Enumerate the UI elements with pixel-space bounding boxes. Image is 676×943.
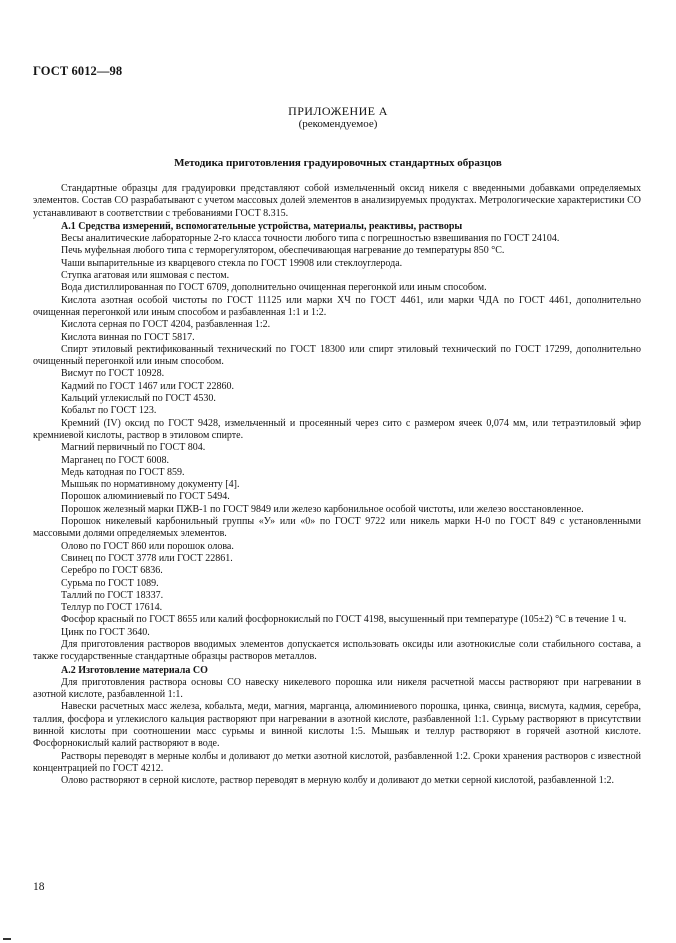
- paragraph: Кислота винная по ГОСТ 5817.: [61, 331, 195, 343]
- paragraph: Висмут по ГОСТ 10928.: [61, 368, 165, 380]
- body-text: [33, 183, 641, 788]
- paragraph: Вода дистиллированная по ГОСТ 6709, дополнительно очищенная перегонкой или иным способом.: [61, 282, 487, 294]
- paragraph: Мышьяк по нормативному документу [4].: [61, 479, 240, 491]
- paragraph: Навески расчетных масс железа, кобальта, меди, магния, марганца, алюминиевого порошка, цинка, свинца, висмута, кадмия, серебра, таллия, фосфора и углекислого кальция растворяют при нагревании в азотной кислоте, разбавленной 1:1. Сурьму растворяют в присутствии винной кислоты при соотношении масс сурьмы и винной кислоты 1:5. Мышьяк и теллур растворяют в горячей азотной кислоте. Фосфорнокислый калий растворяют в воде.: [33, 701, 641, 750]
- section-heading: А.2 Изготовление материала СО: [61, 664, 208, 676]
- corner-mark: [3, 938, 11, 940]
- paragraph: Кальций углекислый по ГОСТ 4530.: [61, 393, 216, 405]
- paragraph: Кислота азотная особой чистоты по ГОСТ 11125 или марки ХЧ по ГОСТ 4461, или марки ЧДА по ГОСТ 4461, дополнительно очищенная перегонкой или иным способом и разбавленная 1:1 и 1:2.: [33, 294, 641, 318]
- paragraph: Порошок алюминиевый по ГОСТ 5494.: [61, 491, 230, 503]
- paragraph: Для приготовления раствора основы СО навеску никелевого порошка или никеля расчетной массы растворяют при нагревании в азотной кислоте, разбавленной 1:1.: [33, 676, 641, 701]
- paragraph: Печь муфельная любого типа с терморегулятором, обеспечивающая нагревание до температуры 850 °С.: [61, 245, 505, 257]
- paragraph: Порошок никелевый карбонильный группы «У» или «0» по ГОСТ 9722 или никель марки Н-0 по ГОСТ 849 с установленными массовыми долями определяемых элементов.: [33, 516, 641, 540]
- paragraph: Магний первичный по ГОСТ 804.: [61, 442, 206, 454]
- paragraph: Марганец по ГОСТ 6008.: [61, 454, 170, 466]
- paragraph: Кобальт по ГОСТ 123.: [61, 405, 157, 417]
- method-title: Методика приготовления градуировочных стандартных образцов: [174, 157, 502, 169]
- paragraph: Кадмий по ГОСТ 1467 или ГОСТ 22860.: [61, 380, 234, 392]
- paragraph: Кислота серная по ГОСТ 4204, разбавленная 1:2.: [61, 319, 271, 331]
- paragraph: Таллий по ГОСТ 18337.: [61, 589, 164, 601]
- paragraph: Серебро по ГОСТ 6836.: [61, 565, 163, 577]
- paragraph: Олово растворяют в серной кислоте, раствор переводят в мерную колбу и доливают до метки серной кислотой, разбавленной 1:2.: [61, 775, 614, 787]
- paragraph: Свинец по ГОСТ 3778 или ГОСТ 22861.: [61, 552, 233, 564]
- paragraph: Весы аналитические лабораторные 2-го класса точности любого типа с погрешностью взвешивания по ГОСТ 24104.: [61, 233, 560, 245]
- paragraph: Растворы переводят в мерные колбы и доливают до метки азотной кислотой, разбавленной 1:2. Сроки хранения растворов с известной концентрацией по ГОСТ 4212.: [33, 750, 641, 774]
- page-number: 18: [33, 881, 45, 893]
- paragraph: Фосфор красный по ГОСТ 8655 или калий фосфорнокислый по ГОСТ 4198, высушенный при температуре (105±2) °С в течение 1 ч.: [61, 614, 627, 626]
- paragraph: Сурьма по ГОСТ 1089.: [61, 577, 159, 589]
- paragraph: Чаши выпарительные из кварцевого стекла по ГОСТ 19908 или стеклоуглерода.: [61, 257, 403, 269]
- section-heading: А.1 Средства измерений, вспомогательные устройства, материалы, реактивы, растворы: [61, 220, 463, 232]
- paragraph: Порошок железный марки ПЖВ-1 по ГОСТ 9849 или железо карбонильное особой чистоты, или железо восстановленное.: [61, 503, 584, 515]
- paragraph: Олово по ГОСТ 860 или порошок олова.: [61, 540, 234, 552]
- paragraph: Стандартные образцы для градуировки представляют собой измельченный оксид никеля с введенными добавками определяемых элементов. Состав СО разрабатывают с учетом массовых долей элементов в анализируемых продуктах. Метрологические характеристики СО устанавливают в соответствии с требованиями ГОСТ 8.315.: [33, 183, 641, 219]
- appendix-subtitle: (рекомендуемое): [298, 118, 378, 130]
- paragraph: Теллур по ГОСТ 17614.: [61, 602, 163, 614]
- paragraph: Цинк по ГОСТ 3640.: [61, 626, 150, 638]
- paragraph: Спирт этиловый ректификованный технический по ГОСТ 18300 или спирт этиловый технический по ГОСТ 17299, дополнительно очищенный перегонкой или иным способом.: [33, 343, 641, 368]
- paragraph: Медь катодная по ГОСТ 859.: [61, 466, 185, 478]
- document-header: ГОСТ 6012—98: [33, 64, 123, 78]
- paragraph: Ступка агатовая или яшмовая с пестом.: [61, 270, 230, 282]
- paragraph: Кремний (IV) оксид по ГОСТ 9428, измельченный и просеянный через сито с размером ячеек 0,074 мм, или тетраэтиловый эфир кремниевой кислоты, раствор в этиловом спирте.: [33, 417, 641, 441]
- appendix-title: ПРИЛОЖЕНИЕ А: [288, 104, 388, 118]
- paragraph: Для приготовления растворов вводимых элементов допускается использовать оксиды или азотнокислые соли стабильного состава, а также государственные стандартные образцы растворов металлов.: [33, 638, 641, 663]
